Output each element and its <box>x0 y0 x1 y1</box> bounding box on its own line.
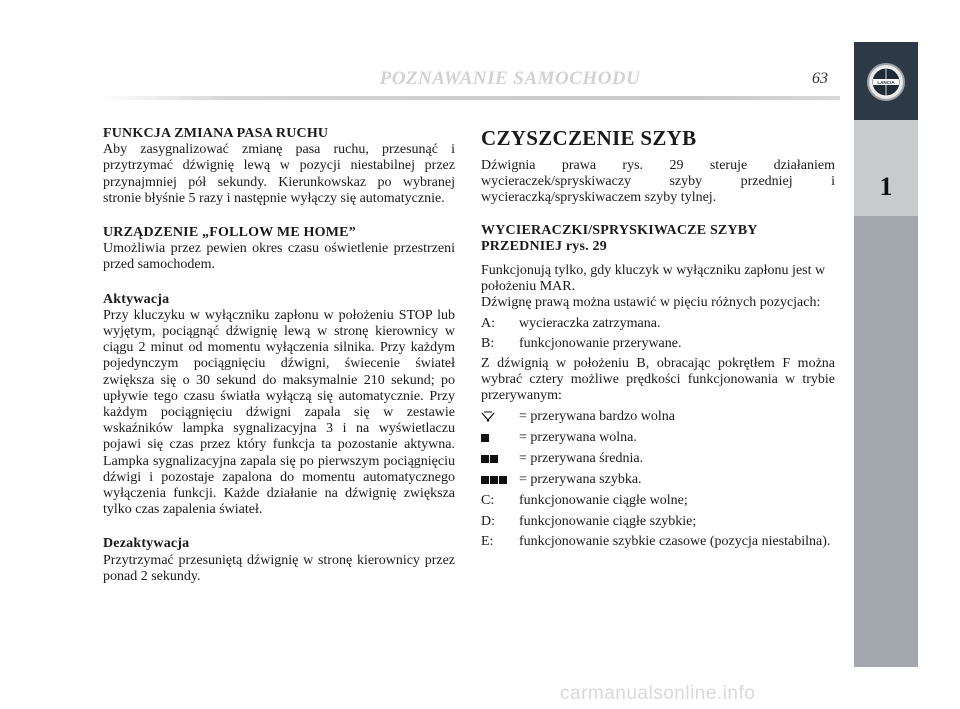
figure-reference: rys. 29 <box>565 238 607 254</box>
paragraph-deactivation: Przytrzymać przesuniętą dźwignię w stronę kierownicy przez ponad 2 sekundy. <box>103 552 455 584</box>
three-squares-icon <box>481 472 519 488</box>
header-rule <box>100 96 840 100</box>
position-row <box>481 534 835 550</box>
position-row <box>481 493 835 509</box>
heading-front-wipers <box>481 223 835 255</box>
page-number: 63 <box>812 70 828 87</box>
paragraph-lever-intro: Dźwignia prawa rys. 29 steruje działaniem wycieraczek/spryskiwaczy szyby przedniej i wycieraczką/spryskiwaczem szyby tylnej. <box>481 158 835 206</box>
position-row <box>481 336 835 352</box>
position-text: funkcjonowanie ciągłe szybkie; <box>519 513 697 529</box>
speed-text: = przerywana wolna. <box>519 429 637 445</box>
two-squares-icon <box>481 451 519 467</box>
speed-text: = przerywana średnia. <box>519 451 644 467</box>
position-text: wycieraczka zatrzymana. <box>519 315 661 331</box>
position-text: funkcjonowanie przerywane. <box>519 335 682 351</box>
right-column <box>481 126 835 550</box>
section-heading-window-cleaning: CZYSZCZENIE SZYB <box>481 126 697 150</box>
logo-text: LANCIA <box>877 79 895 85</box>
paragraph-key-position: Funkcjonują tylko, gdy kluczyk w wyłączniku zapłonu jest w położeniu MAR. <box>481 263 826 295</box>
position-key: A: <box>481 315 495 331</box>
speed-text: = przerywana bardzo wolna <box>519 408 675 424</box>
heading-activation: Aktywacja <box>103 291 170 307</box>
heading-follow-me-home: URZĄDZENIE „FOLLOW ME HOME” <box>103 225 356 241</box>
section-title: POZNAWANIE SAMOCHODU <box>379 68 641 89</box>
paragraph-lane-change: Aby zasygnalizować zmianę pasa ruchu, przesunąć i przytrzymać dźwignię lewą w pozycji niestabilnej przez przynajmniej pół sekundy. Kierunkowskaz po wybranej stronie błyśnie 5 razy i następnie wyłączy się automatycznie. <box>103 142 455 206</box>
position-key: C: <box>481 493 495 509</box>
left-column <box>103 126 455 585</box>
position-row <box>481 514 835 530</box>
paragraph-five-positions: Dźwignę prawą można ustawić w pięciu różnych pozycjach: <box>481 295 821 311</box>
speed-row <box>481 430 835 446</box>
wiper-slow-icon <box>481 409 519 425</box>
one-square-icon <box>481 430 519 446</box>
speed-row <box>481 472 835 488</box>
chapter-number[interactable]: 1 <box>879 172 893 201</box>
heading-lane-change: FUNKCJA ZMIANA PASA RUCHU <box>103 126 329 141</box>
position-key: E: <box>481 533 494 549</box>
heading-deactivation: Dezaktywacja <box>103 536 190 552</box>
watermark: carmanualsonline.info <box>560 683 756 704</box>
position-key: D: <box>481 513 495 529</box>
paragraph-intermittent-speeds: Z dźwignią w położeniu B, obracając pokrętłem F można wybrać cztery możliwe prędkości funkcjonowania w trybie przerywanym: <box>481 356 835 404</box>
chapter-sidebar <box>854 42 918 667</box>
position-text: funkcjonowanie ciągłe wolne; <box>519 493 688 509</box>
speed-text: = przerywana szybka. <box>519 472 642 488</box>
heading-front-wipers-main: WYCIERACZKI/SPRYSKIWACZE SZYBY PRZEDNIEJ <box>481 222 758 254</box>
speed-row <box>481 409 835 425</box>
position-row <box>481 316 835 332</box>
paragraph-activation: Przy kluczyku w wyłączniku zapłonu w położeniu STOP lub wyjętym, pociągnąć dźwignię lewą w stronę kierownicy w ciągu 2 minut od momentu wyłączenia silnika. Przy każdym pojedynczym pociągnięciu dźwigni, świecenie świateł zwiększa się o 30 sekund do maksymalnie 210 sekund; po upływie tego czasu światła wyłączą się automatycznie. Przy każdym pociągnięciu dźwigni zapala się w zestawie wskaźników lampka sygnalizacyjna 3 i na wyświetlaczu pojawi się czas przez który funkcja ta pozostanie aktywna. Lampka sygnalizacyjna zapala się po pierwszym pociągnięciu dźwigi i pozostaje zapalona do momentu automatycznego wyłączenia funkcji. Każde działanie na dźwignię zwiększa tylko czas zapalenia świateł. <box>103 307 455 518</box>
position-text: funkcjonowanie szybkie czasowe (pozycja niestabilna). <box>519 533 831 549</box>
speed-row <box>481 451 835 467</box>
position-key: B: <box>481 335 495 351</box>
lancia-logo-icon <box>866 62 906 102</box>
logo-box <box>854 42 918 120</box>
paragraph-follow-me-home: Umożliwia przez pewien okres czasu oświetlenie przestrzeni przed samochodem. <box>103 241 455 273</box>
